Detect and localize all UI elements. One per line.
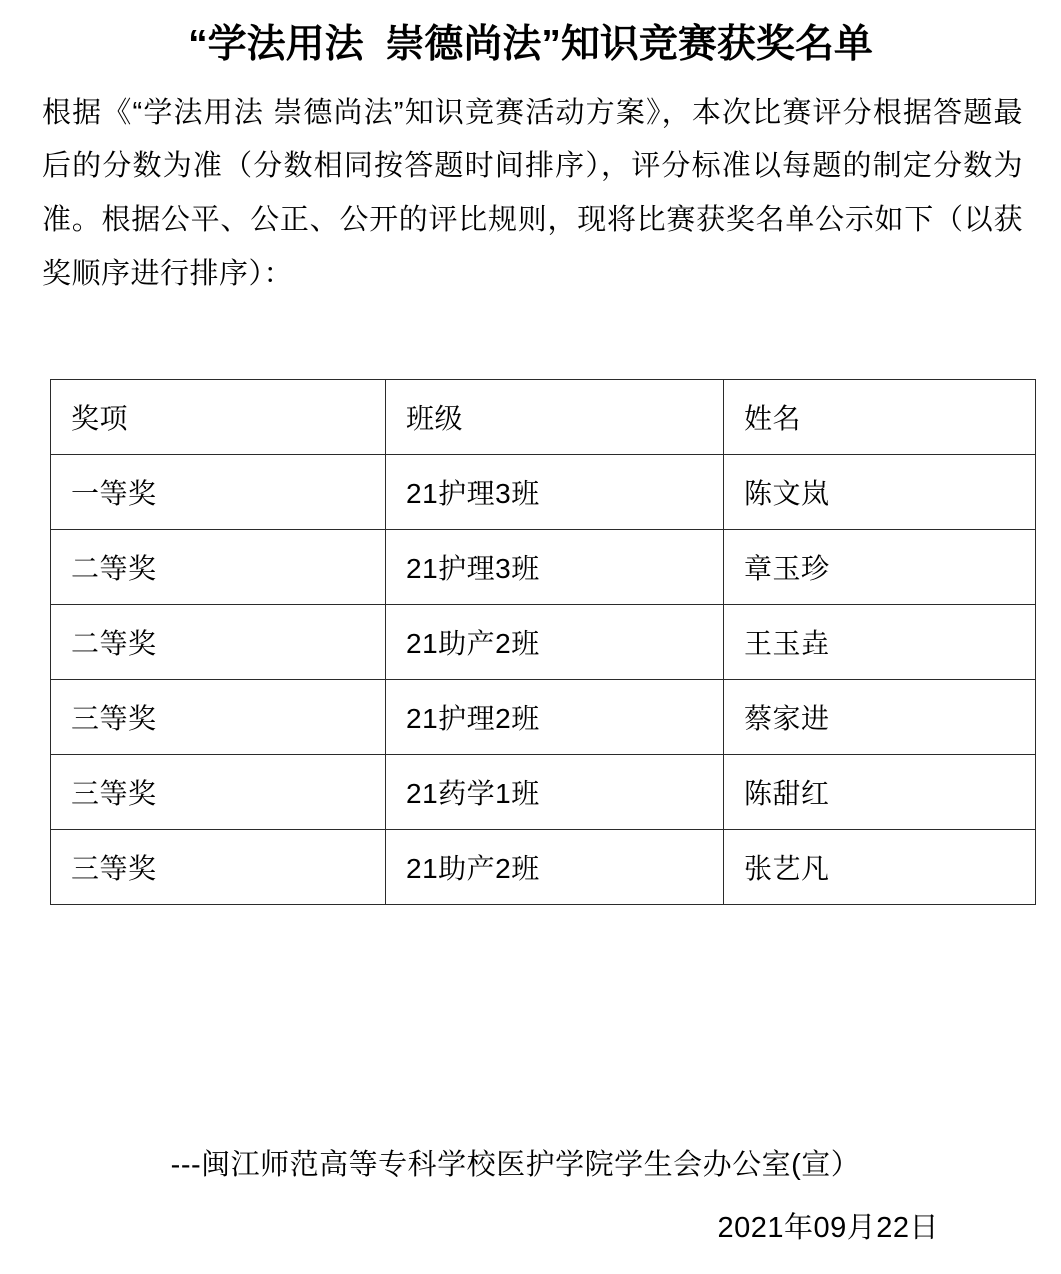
table-row — [51, 680, 1036, 755]
award-table-wrapper — [50, 379, 1021, 905]
page-title: “学法用法 崇德尚法”知识竞赛获奖名单 — [188, 23, 873, 66]
table-header-class: 班级 — [386, 380, 724, 455]
announcement-paragraph: 根据《“学法用法 崇德尚法”知识竞赛活动方案》，本次比赛评分根据答题最后的分数为准（分数相同按答题时间排序），评分标准以每题的制定分数为准。根据公平、公正、公开的评比规则，现将比赛获奖名单公示如下（以获奖顺序进行排序）： — [42, 96, 1023, 290]
cell-class: 21药学1班 — [386, 755, 724, 830]
cell-award: 一等奖 — [51, 455, 386, 530]
cell-name: 王玉垚 — [724, 605, 1036, 680]
cell-class: 21护理2班 — [386, 680, 724, 755]
cell-class: 21护理3班 — [386, 530, 724, 605]
cell-name: 章玉珍 — [724, 530, 1036, 605]
table-row — [51, 830, 1036, 905]
table-row — [51, 455, 1036, 530]
cell-award: 三等奖 — [51, 755, 386, 830]
cell-class: 21助产2班 — [386, 605, 724, 680]
table-row — [51, 755, 1036, 830]
table-row — [51, 530, 1036, 605]
cell-award: 三等奖 — [51, 680, 386, 755]
footer-organization: ---闽江师范高等专科学校医护学院学生会办公室(宣） — [170, 1149, 861, 1181]
cell-award: 二等奖 — [51, 605, 386, 680]
cell-award: 三等奖 — [51, 830, 386, 905]
document-footer — [0, 1142, 1061, 1246]
table-header-name: 姓名 — [724, 380, 1036, 455]
award-table — [50, 379, 1036, 905]
cell-name: 陈文岚 — [724, 455, 1036, 530]
cell-name: 蔡家进 — [724, 680, 1036, 755]
cell-award: 二等奖 — [51, 530, 386, 605]
cell-class: 21助产2班 — [386, 830, 724, 905]
cell-name: 张艺凡 — [724, 830, 1036, 905]
table-row — [51, 605, 1036, 680]
table-header-row — [51, 380, 1036, 455]
table-header-award: 奖项 — [51, 380, 386, 455]
footer-date: 2021年09月22日 — [717, 1212, 939, 1244]
cell-name: 陈甜红 — [724, 755, 1036, 830]
cell-class: 21护理3班 — [386, 455, 724, 530]
